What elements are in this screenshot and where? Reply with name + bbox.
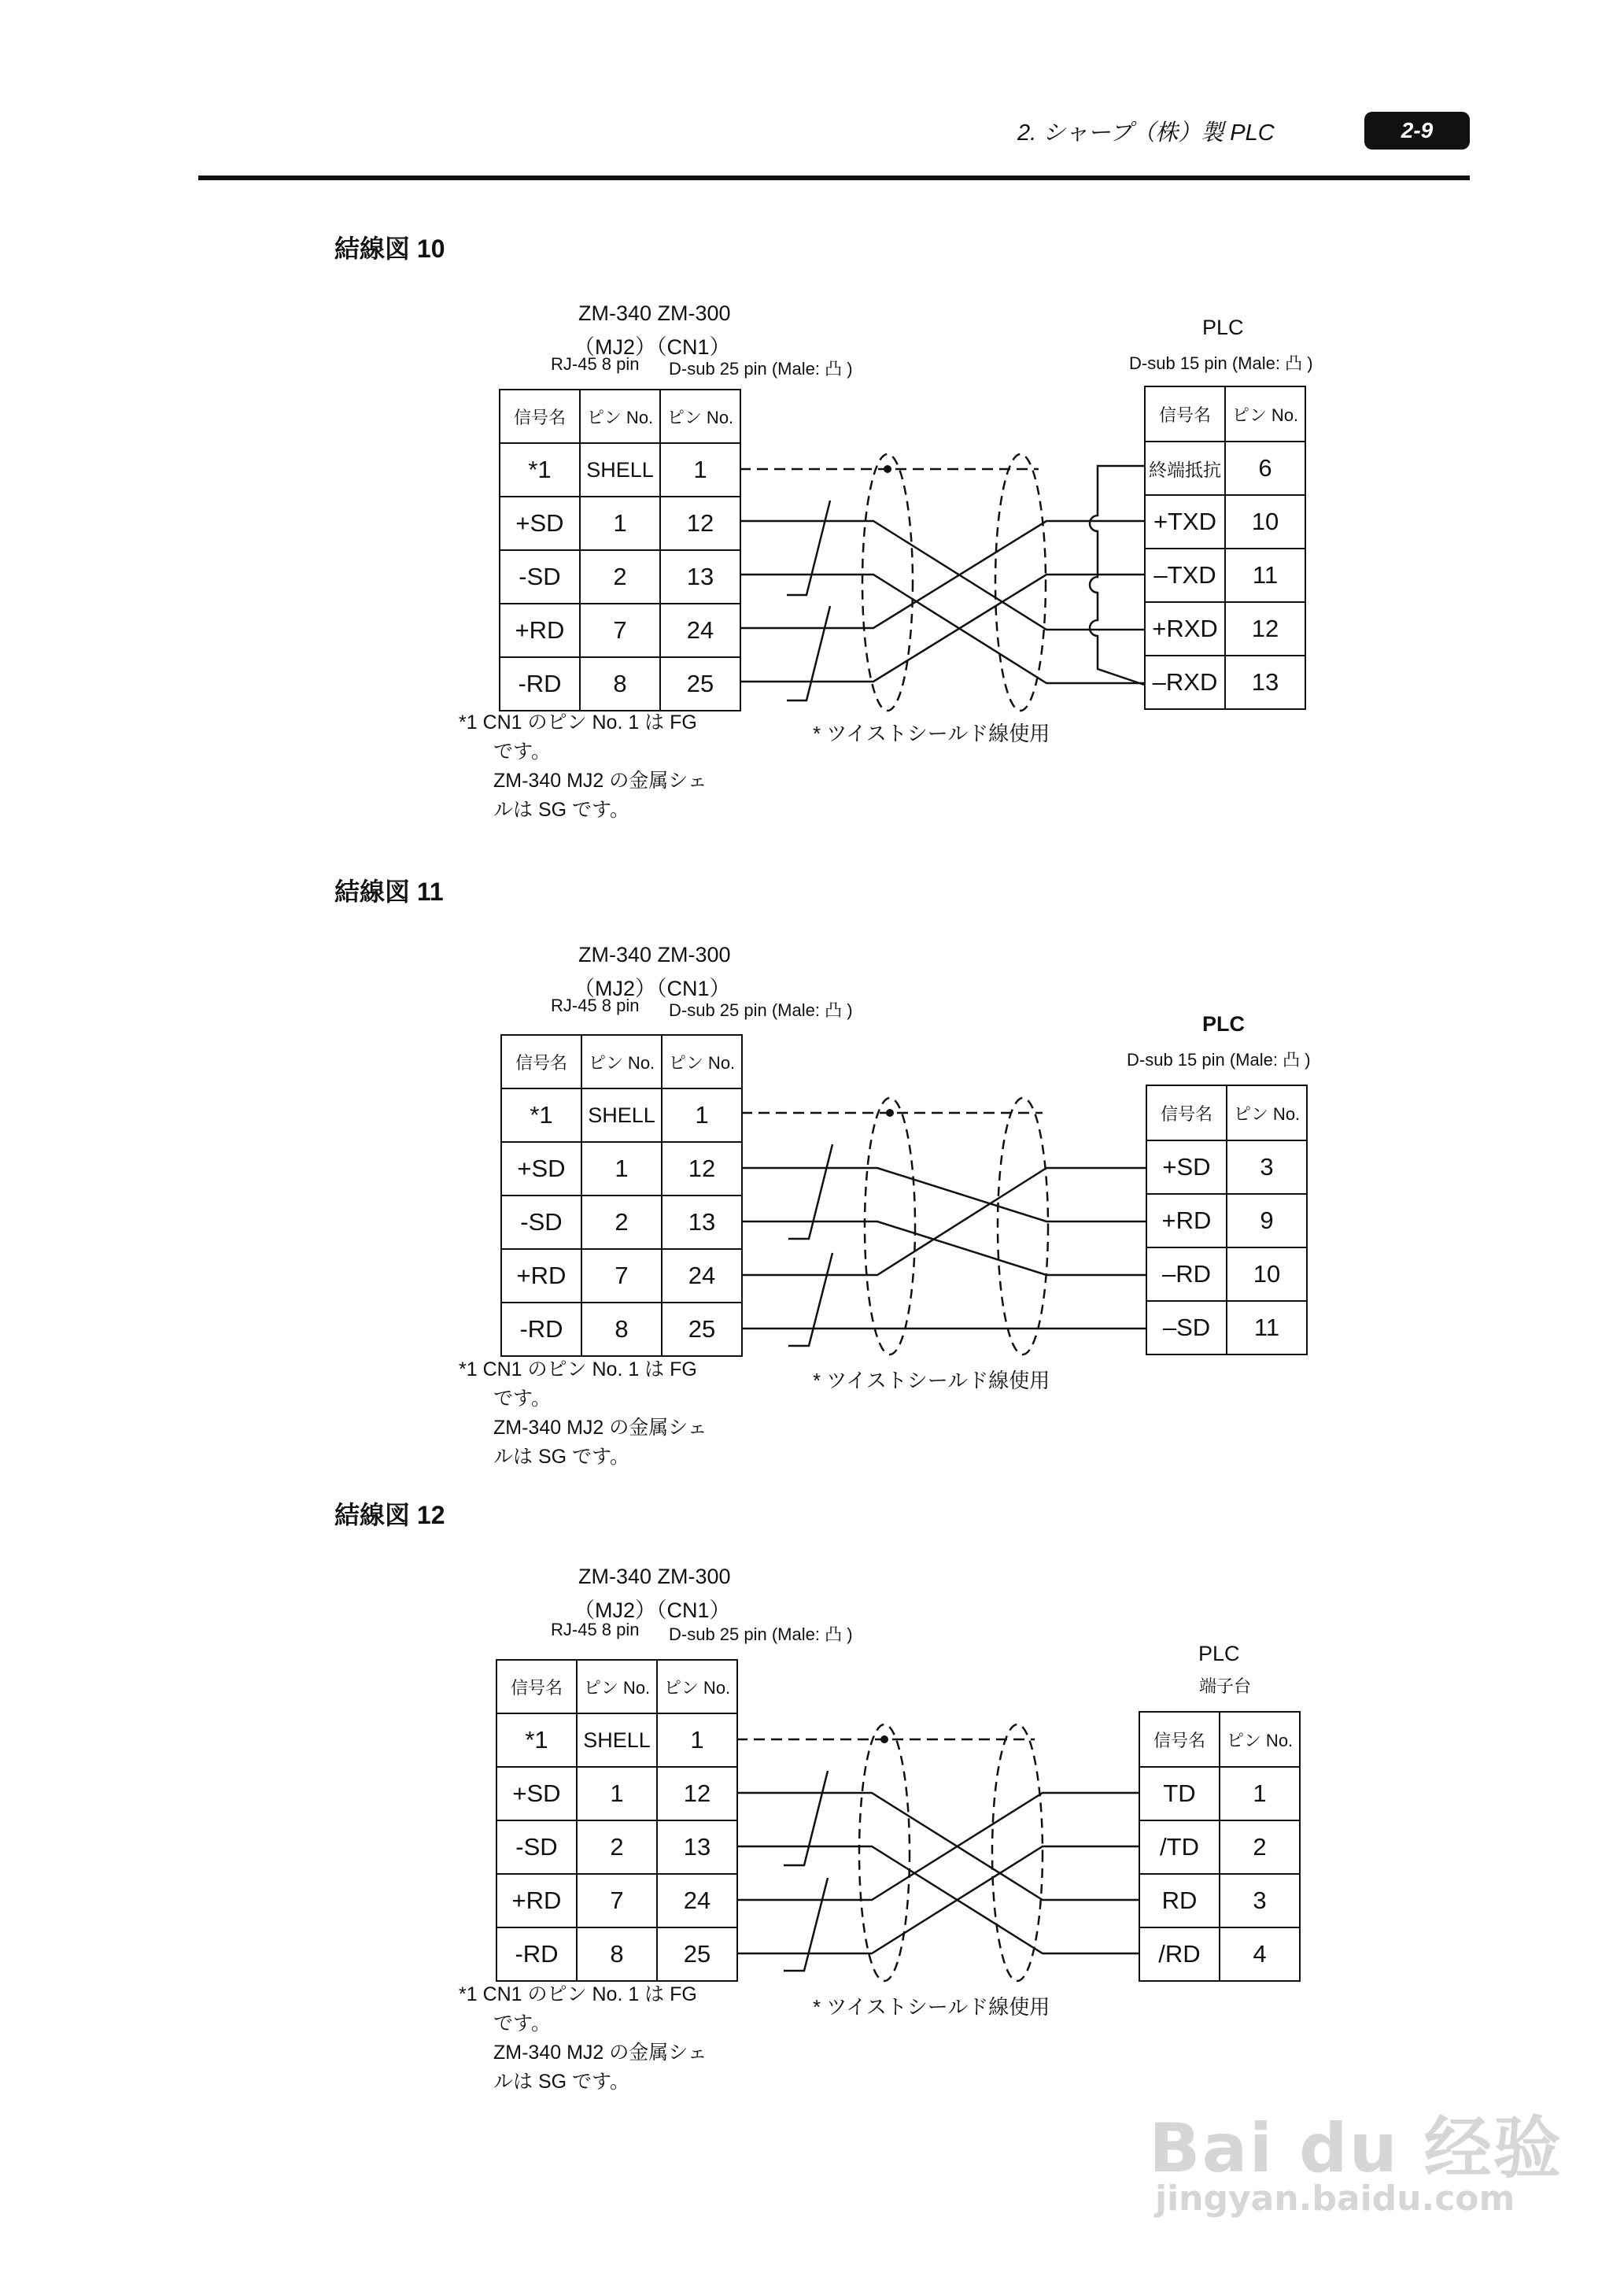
shield-ellipse-right xyxy=(992,1724,1043,1981)
pin-cell: SHELL xyxy=(580,443,660,497)
rj45-label: RJ-45 8 pin xyxy=(551,1620,640,1639)
dsub25-label: D-sub 25 pin (Male: 凸 ) xyxy=(669,359,853,379)
footnote-line: ルは SG です。 xyxy=(493,1446,630,1468)
signal-cell: –SD xyxy=(1146,1301,1227,1354)
pin-cell: 2 xyxy=(1220,1820,1300,1874)
footnote-line: です。 xyxy=(493,741,552,763)
signal-cell: –TXD xyxy=(1145,549,1225,602)
pin-cell: 13 xyxy=(657,1820,737,1874)
signal-cell: *1 xyxy=(500,443,580,497)
pin-cell: 24 xyxy=(662,1249,742,1303)
zm-models-label: ZM-340 ZM-300 xyxy=(578,1565,731,1588)
col-pin-no: ピン No. xyxy=(580,390,660,443)
rj45-label: RJ-45 8 pin xyxy=(551,996,640,1015)
zm-models-label: ZM-340 ZM-300 xyxy=(578,943,731,966)
signal-cell: –RXD xyxy=(1145,656,1225,709)
rj45-label: RJ-45 8 pin xyxy=(551,354,640,374)
col-pin-no: ピン No. xyxy=(660,390,740,443)
col-pin-no: ピン No. xyxy=(577,1660,657,1713)
watermark-logo: Bai du 经验 xyxy=(1149,2109,1563,2188)
signal-cell: +RD xyxy=(1146,1194,1227,1247)
signal-cell: /TD xyxy=(1139,1820,1220,1874)
footnote-line: ルは SG です。 xyxy=(493,2071,630,2093)
pin-cell: 12 xyxy=(662,1142,742,1196)
signal-cell: TD xyxy=(1139,1767,1220,1820)
chapter-title: 2. シャープ（株）製 PLC xyxy=(1017,120,1275,146)
twist-shield-note: * ツイストシールド線使用 xyxy=(813,1369,1050,1392)
shield-ellipse-left xyxy=(859,1724,910,1981)
pin-cell: 9 xyxy=(1227,1194,1307,1247)
pin-cell: 8 xyxy=(577,1927,657,1981)
shield-junction xyxy=(880,1735,888,1743)
pin-cell: 12 xyxy=(660,497,740,550)
signal-cell: -SD xyxy=(501,1196,581,1249)
pin-cell: 7 xyxy=(577,1874,657,1927)
pin-cell: 11 xyxy=(1227,1301,1307,1354)
signal-cell: *1 xyxy=(501,1088,581,1142)
zm-ports-label: （MJ2）（CN1） xyxy=(574,977,731,1000)
pin-cell: 8 xyxy=(580,657,660,711)
twist-bracket xyxy=(784,1878,828,1971)
pin-cell: 13 xyxy=(662,1196,742,1249)
footnote xyxy=(459,1980,707,2097)
pin-cell: 3 xyxy=(1227,1140,1307,1194)
signal-cell: +SD xyxy=(500,497,580,550)
footnote-line: *1 CN1 のピン No. 1 は FG xyxy=(459,711,697,734)
pin-cell: 1 xyxy=(580,497,660,550)
footnote-line: ZM-340 MJ2 の金属シェ xyxy=(493,770,707,792)
signal-cell: +SD xyxy=(501,1142,581,1196)
plc-title: PLC xyxy=(1198,1642,1240,1665)
col-signal-name: 信号名 xyxy=(1139,1712,1220,1767)
col-pin-no: ピン No. xyxy=(1220,1712,1300,1767)
pin-cell: 10 xyxy=(1227,1247,1307,1301)
pin-cell: 1 xyxy=(1220,1767,1300,1820)
zm-ports-label: （MJ2）（CN1） xyxy=(574,335,731,359)
twist-shield-note: * ツイストシールド線使用 xyxy=(813,722,1050,745)
pin-cell: 1 xyxy=(657,1713,737,1767)
plc-title: PLC xyxy=(1202,1012,1245,1036)
col-pin-no: ピン No. xyxy=(1227,1085,1307,1140)
pin-cell: 1 xyxy=(581,1142,662,1196)
pin-cell: 12 xyxy=(1225,602,1305,656)
pin-cell: 7 xyxy=(580,604,660,657)
col-signal-name: 信号名 xyxy=(1146,1085,1227,1140)
pin-cell: 11 xyxy=(1225,549,1305,602)
col-pin-no: ピン No. xyxy=(1225,386,1305,442)
pin-cell: 24 xyxy=(660,604,740,657)
signal-cell: –RD xyxy=(1146,1247,1227,1301)
signal-cell: +TXD xyxy=(1145,495,1225,549)
signal-cell: +RD xyxy=(500,604,580,657)
footnote-line: *1 CN1 のピン No. 1 は FG xyxy=(459,1983,697,2005)
pin-cell: SHELL xyxy=(577,1713,657,1767)
plc-connector-label: D-sub 15 pin (Male: 凸 ) xyxy=(1129,353,1313,373)
pin-cell: 1 xyxy=(660,443,740,497)
pin-cell: 1 xyxy=(577,1767,657,1820)
plc-connector-label: D-sub 15 pin (Male: 凸 ) xyxy=(1127,1050,1311,1070)
pin-cell: 3 xyxy=(1220,1874,1300,1927)
pin-cell: 2 xyxy=(581,1196,662,1249)
footnote-line: ZM-340 MJ2 の金属シェ xyxy=(493,2042,707,2064)
signal-cell: +RXD xyxy=(1145,602,1225,656)
col-signal-name: 信号名 xyxy=(500,390,580,443)
signal-cell: /RD xyxy=(1139,1927,1220,1981)
signal-cell: +RD xyxy=(496,1874,577,1927)
twist-shield-note: * ツイストシールド線使用 xyxy=(813,1995,1050,2019)
plc-connector-label: 端子台 xyxy=(1199,1676,1252,1696)
signal-cell: -RD xyxy=(496,1927,577,1981)
pin-cell: 12 xyxy=(657,1767,737,1820)
footnote-line: です。 xyxy=(493,2012,552,2034)
footnote-line: です。 xyxy=(493,1388,552,1410)
signal-cell: +SD xyxy=(496,1767,577,1820)
twist-bracket xyxy=(784,1771,828,1865)
signal-cell: RD xyxy=(1139,1874,1220,1927)
pin-cell: 13 xyxy=(660,550,740,604)
diagram-title: 結線図 11 xyxy=(334,878,444,906)
col-signal-name: 信号名 xyxy=(496,1660,577,1713)
zm-ports-label: （MJ2）（CN1） xyxy=(574,1598,731,1622)
pin-cell: 1 xyxy=(662,1088,742,1142)
zm-models-label: ZM-340 ZM-300 xyxy=(578,301,731,325)
diagram-title: 結線図 10 xyxy=(334,235,445,263)
col-pin-no: ピン No. xyxy=(657,1660,737,1713)
signal-cell: +RD xyxy=(501,1249,581,1303)
page-number-badge: 2-9 xyxy=(1364,112,1470,150)
pin-cell: 10 xyxy=(1225,495,1305,549)
pin-cell: 4 xyxy=(1220,1927,1300,1981)
signal-cell: 終端抵抗 xyxy=(1145,442,1225,495)
diagram-title: 結線図 12 xyxy=(334,1501,445,1529)
pin-cell: 7 xyxy=(581,1249,662,1303)
signal-cell: -SD xyxy=(500,550,580,604)
dsub25-label: D-sub 25 pin (Male: 凸 ) xyxy=(669,1000,853,1020)
footnote-line: ルは SG です。 xyxy=(493,799,630,821)
signal-cell: *1 xyxy=(496,1713,577,1767)
col-signal-name: 信号名 xyxy=(1145,386,1225,442)
pin-cell: 25 xyxy=(662,1303,742,1356)
pin-cell: 6 xyxy=(1225,442,1305,495)
plc-title: PLC xyxy=(1202,316,1244,339)
pin-cell: SHELL xyxy=(581,1088,662,1142)
watermark-url: jingyan.baidu.com xyxy=(1155,2179,1515,2219)
signal-cell: -SD xyxy=(496,1820,577,1874)
dsub25-label: D-sub 25 pin (Male: 凸 ) xyxy=(669,1624,853,1644)
footnote-line: *1 CN1 のピン No. 1 は FG xyxy=(459,1358,697,1380)
col-pin-no: ピン No. xyxy=(662,1035,742,1088)
pin-cell: 2 xyxy=(577,1820,657,1874)
pin-cell: 8 xyxy=(581,1303,662,1356)
pin-cell: 25 xyxy=(660,657,740,711)
col-signal-name: 信号名 xyxy=(501,1035,581,1088)
col-pin-no: ピン No. xyxy=(581,1035,662,1088)
signal-cell: -RD xyxy=(500,657,580,711)
pin-cell: 25 xyxy=(657,1927,737,1981)
pin-cell: 2 xyxy=(580,550,660,604)
pin-cell: 13 xyxy=(1225,656,1305,709)
signal-cell: +SD xyxy=(1146,1140,1227,1194)
pin-cell: 24 xyxy=(657,1874,737,1927)
footnote-line: ZM-340 MJ2 の金属シェ xyxy=(493,1417,707,1439)
signal-cell: -RD xyxy=(501,1303,581,1356)
